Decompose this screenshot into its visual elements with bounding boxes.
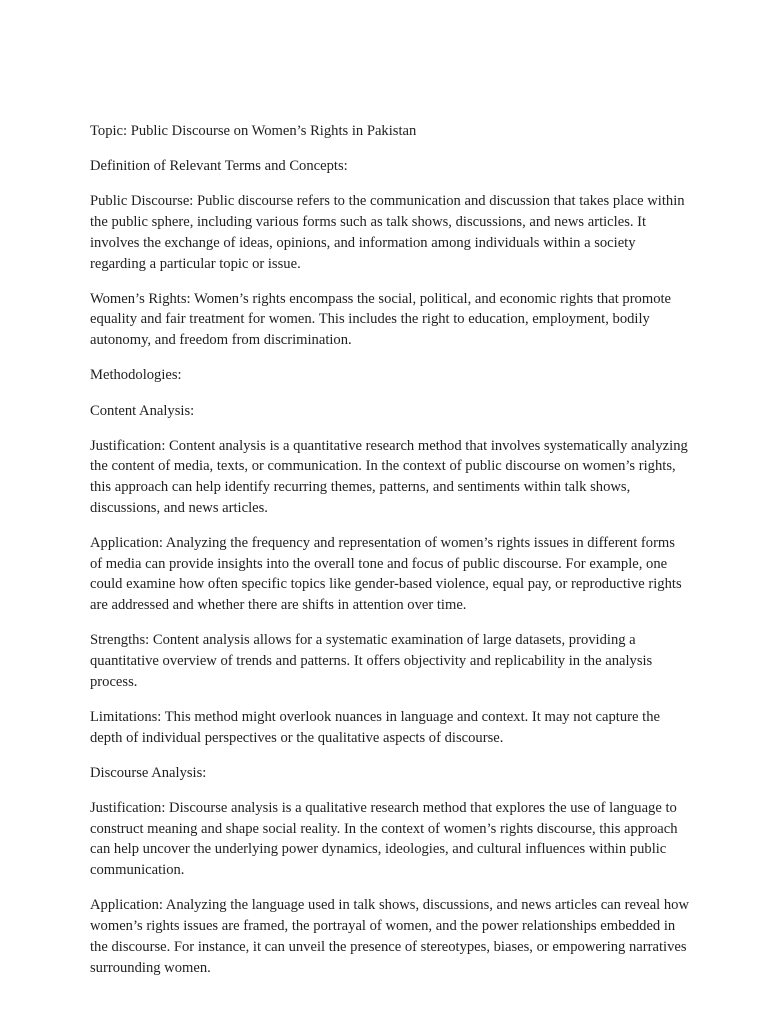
definitions-heading: Definition of Relevant Terms and Concepts: bbox=[90, 158, 348, 175]
content-analysis-application: Application: Analyzing the frequency and representation of women’s rights issues in different forms of media can provide insights into the overall tone and focus of public discourse. For example, one could examine how often specific topics like gender-based violence, equal pay, or reproductive rights are addressed and whether there are shifts in attention over time. bbox=[90, 535, 682, 614]
document-page bbox=[90, 121, 690, 993]
discourse-analysis-application: Application: Analyzing the language used in talk shows, discussions, and news articles can reveal how women’s rights issues are framed, the portrayal of women, and the power relationships embedded in the discourse. For instance, it can unveil the presence of stereotypes, biases, or empowering narratives surrounding women. bbox=[90, 897, 690, 976]
discourse-analysis-justification: Justification: Discourse analysis is a qualitative research method that explores the use of language to construct meaning and shape social reality. In the context of women’s rights discourse, this approach can help uncover the underlying power dynamics, ideologies, and cultural influences within public communication. bbox=[90, 800, 678, 879]
content-analysis-heading: Content Analysis: bbox=[90, 402, 195, 419]
topic-heading: Topic: Public Discourse on Women’s Rights in Pakistan bbox=[90, 123, 417, 139]
content-analysis-justification: Justification: Content analysis is a quantitative research method that involves systematically analyzing the content of media, texts, or communication. In the context of public discourse on women’s rights, this approach can help identify recurring themes, patterns, and sentiments within talk shows, discussions, and news articles. bbox=[90, 437, 688, 516]
content-analysis-strengths: Strengths: Content analysis allows for a systematic examination of large datasets, providing a quantitative overview of trends and patterns. It offers objectivity and replicability in the analysis process. bbox=[90, 632, 653, 690]
content-analysis-limitations: Limitations: This method might overlook nuances in language and context. It may not capture the depth of individual perspectives or the qualitative aspects of discourse. bbox=[90, 708, 660, 746]
public-discourse-definition: Public Discourse: Public discourse refers to the communication and discussion that takes place within the public sphere, including various forms such as talk shows, discussions, and news articles. It involves the exchange of ideas, opinions, and information among individuals within a society regarding a particular topic or issue. bbox=[90, 193, 685, 272]
discourse-analysis-heading: Discourse Analysis: bbox=[90, 764, 207, 781]
methodologies-heading: Methodologies: bbox=[90, 367, 182, 384]
womens-rights-definition: Women’s Rights: Women’s rights encompass the social, political, and economic rights that promote equality and fair treatment for women. This includes the right to education, employment, bodily autonomy, and freedom from discrimination. bbox=[90, 290, 672, 349]
